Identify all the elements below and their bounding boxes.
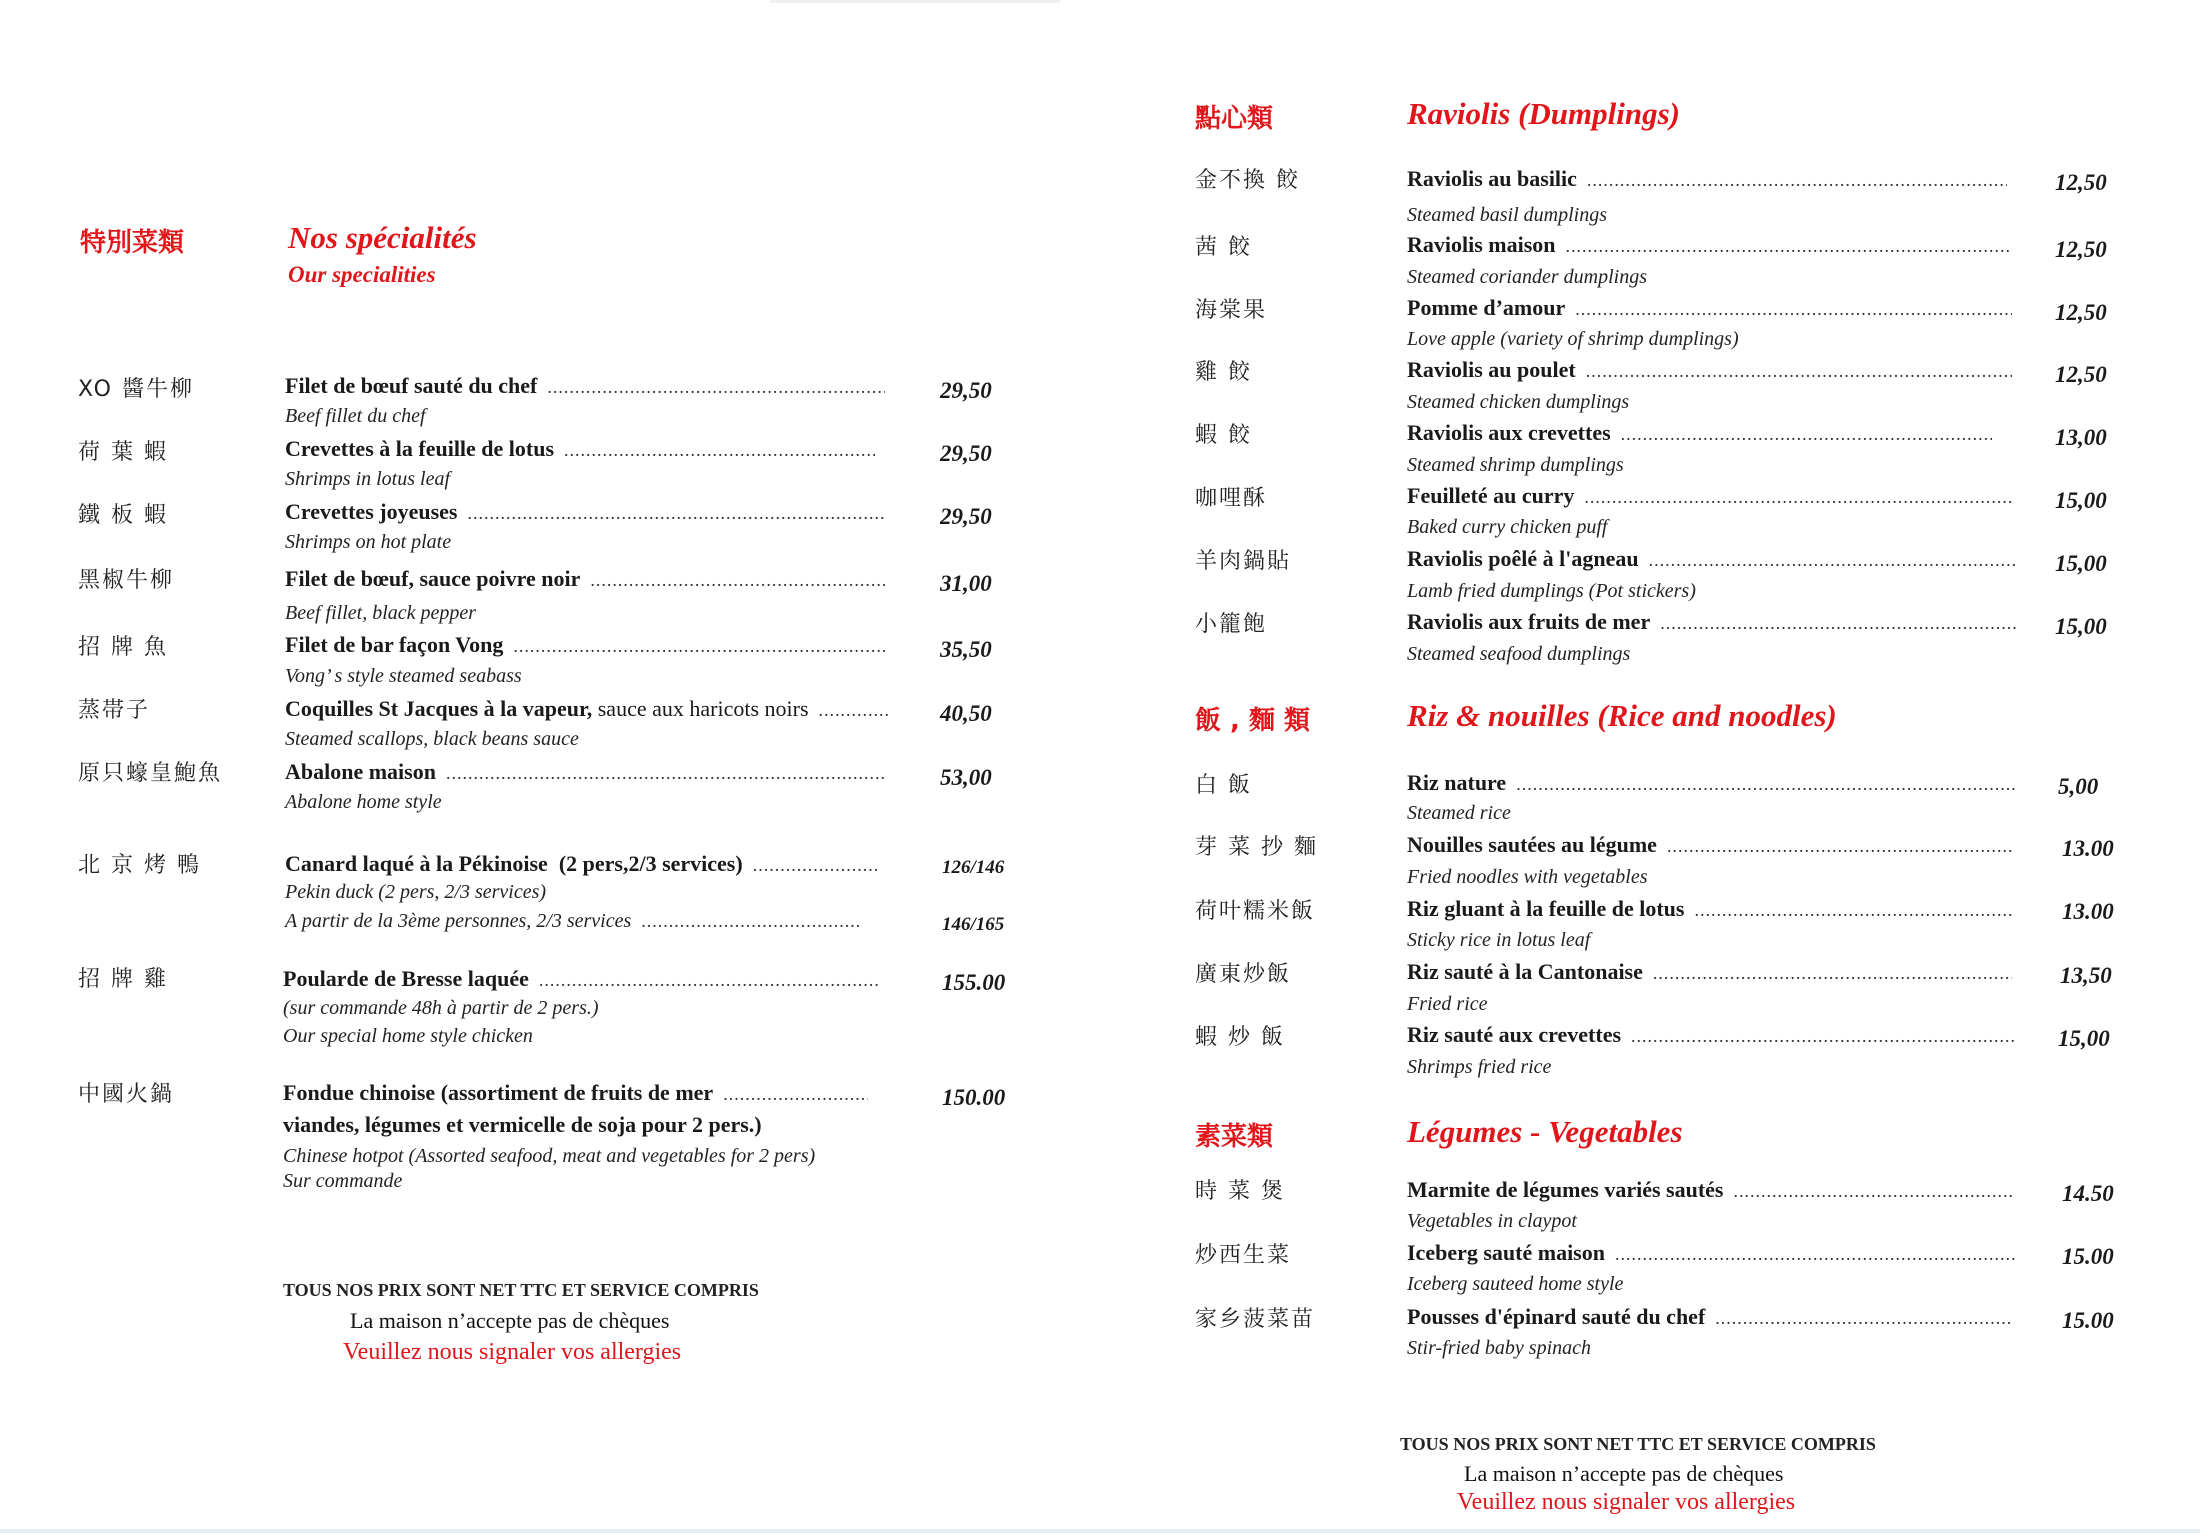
- dish-name: Canard laqué à la Pékinoise (2 pers,2/3 services) .....: [285, 851, 880, 877]
- dish-price: 5,00: [2058, 774, 2099, 799]
- dish-desc: Love apple (variety of shrimp dumplings): [1407, 328, 1739, 350]
- dish-desc: Beef fillet, black pepper: [285, 602, 477, 624]
- section-subtitle: Our specialities: [288, 262, 436, 287]
- footer-allergies-note: Veuillez nous signaler vos allergies: [1457, 1489, 1796, 1515]
- dish-cn-name: 鐵 板 蝦: [78, 503, 168, 528]
- dish-price: 13,00: [2055, 425, 2107, 450]
- dish-name: Filet de bœuf sauté du chef .....: [285, 373, 885, 399]
- dish-name: Marmite de légumes variés sautés .....: [1407, 1177, 2012, 1203]
- dish-desc: Steamed shrimp dumplings: [1407, 454, 1624, 476]
- dish-desc: Beef fillet du chef: [285, 405, 426, 427]
- dish-desc: Baked curry chicken puff: [1407, 516, 1608, 538]
- dish-name-second: viandes, légumes et vermicelle de soja pour 2 pers.): [283, 1112, 762, 1137]
- dish-price: 126/146: [942, 857, 1005, 878]
- dish-price: 15,00: [2058, 1026, 2110, 1051]
- dish-cn-name: 荷 葉 蝦: [78, 440, 168, 465]
- dish-price: 15,00: [2055, 614, 2107, 639]
- dish-price: 12,50: [2055, 170, 2107, 195]
- dish-name: Filet de bar façon Vong .....: [285, 632, 885, 658]
- dish-name: Abalone maison .....: [285, 759, 885, 785]
- dish-cn-name: 招 牌 雞: [78, 967, 168, 992]
- dish-cn-name: 原只蠔皇鮑魚: [78, 761, 223, 786]
- dish-cn-name: 海棠果: [1195, 298, 1268, 323]
- dish-price: 13,50: [2060, 963, 2112, 988]
- dish-price: 35,50: [940, 637, 992, 662]
- dish-cn-name: 羊肉鍋貼: [1195, 549, 1292, 574]
- dish-price: 29,50: [940, 378, 992, 403]
- dish-cn-name: 北 京 烤 鴨: [78, 853, 201, 878]
- dish-name: Nouilles sautées au légume .....: [1407, 832, 2012, 858]
- dish-desc-second: Our special home style chicken: [283, 1025, 533, 1047]
- dish-price: 40,50: [940, 701, 992, 726]
- dish-cn-name: 雞 餃: [1195, 360, 1252, 385]
- dish-price: 12,50: [2055, 362, 2107, 387]
- dish-price: 31,00: [940, 571, 992, 596]
- section-title: Nos spécialités: [288, 220, 477, 255]
- dish-desc: Iceberg sauteed home style: [1407, 1273, 1624, 1295]
- dish-name: Iceberg sauté maison .....: [1407, 1240, 2017, 1266]
- dish-desc: Pekin duck (2 pers, 2/3 services): [285, 881, 547, 903]
- dish-desc: Abalone home style: [285, 791, 442, 813]
- dish-cn-name: 蒸帯子: [78, 698, 151, 723]
- section-cn-title: 特別菜類: [80, 228, 185, 258]
- dish-desc: Sticky rice in lotus leaf: [1407, 929, 1591, 951]
- dish-price-second: 146/165: [942, 914, 1005, 935]
- section-cn-title: 點心類: [1195, 104, 1274, 134]
- dish-cn-name: 荷叶糯米飯: [1195, 899, 1316, 924]
- dish-name: Riz nature .....: [1407, 770, 2017, 796]
- dish-desc: Steamed coriander dumplings: [1407, 266, 1647, 288]
- dish-desc-second: Sur commande: [283, 1170, 403, 1192]
- dish-name: Riz sauté aux crevettes .....: [1407, 1022, 2017, 1048]
- dish-price: 15,00: [2055, 488, 2107, 513]
- dish-price: 13.00: [2062, 836, 2114, 861]
- dish-cn-name: 中國火鍋: [78, 1082, 175, 1107]
- dish-cn-name: 芽 菜 抄 麵: [1195, 835, 1318, 860]
- dish-cn-name: XO 醬牛柳: [78, 377, 194, 402]
- dish-name: Raviolis au poulet .....: [1407, 357, 2012, 383]
- dish-price: 15.00: [2062, 1308, 2114, 1333]
- dish-desc: Lamb fried dumplings (Pot stickers): [1407, 580, 1696, 602]
- dish-price: 12,50: [2055, 237, 2107, 262]
- section-title: Légumes - Vegetables: [1407, 1114, 1683, 1149]
- dish-desc: Vong’ s style steamed seabass: [285, 665, 522, 687]
- dish-cn-name: 蝦 炒 飯: [1195, 1025, 1285, 1050]
- dish-name: Crevettes joyeuses .....: [285, 499, 885, 525]
- section-cn-title: 飯 , 麵 類: [1195, 706, 1311, 736]
- section-title: Riz & nouilles (Rice and noodles): [1407, 698, 1837, 733]
- dish-price: 14.50: [2062, 1181, 2114, 1206]
- dish-price: 13.00: [2062, 899, 2114, 924]
- footer-cheques-note: La maison n’accepte pas de chèques: [350, 1308, 670, 1333]
- dish-desc: Shrimps fried rice: [1407, 1056, 1552, 1078]
- bottom-edge-shade: [0, 1529, 2200, 1533]
- dish-name: Poularde de Bresse laquée .....: [283, 966, 878, 992]
- dish-cn-name: 黑椒牛柳: [78, 568, 175, 593]
- dish-cn-name: 金不換 餃: [1195, 168, 1300, 193]
- dish-cn-name: 茜 餃: [1195, 235, 1252, 260]
- dish-name: Riz sauté à la Cantonaise .....: [1407, 959, 2012, 985]
- dish-name: Pomme d’amour .....: [1407, 295, 2012, 321]
- section-cn-title: 素菜類: [1195, 1122, 1274, 1152]
- dish-cn-name: 白 飯: [1195, 773, 1252, 798]
- dish-price: 15,00: [2055, 551, 2107, 576]
- dish-price: 29,50: [940, 441, 992, 466]
- dish-name: Coquilles St Jacques à la vapeur, sauce aux haricots noirs .....: [285, 696, 890, 722]
- dish-cn-name: 家乡菠菜苗: [1195, 1307, 1316, 1332]
- dish-name: Raviolis aux fruits de mer .....: [1407, 609, 2017, 635]
- dish-name: Filet de bœuf, sauce poivre noir .....: [285, 566, 885, 592]
- dish-cn-name: 廣東炒飯: [1195, 962, 1292, 987]
- dish-desc: Steamed scallops, black beans sauce: [285, 728, 579, 750]
- section-title: Raviolis (Dumplings): [1407, 96, 1681, 131]
- menu-page-right: [1100, 0, 2200, 1533]
- dish-cn-name: 炒西生菜: [1195, 1243, 1292, 1268]
- dish-name: Pousses d'épinard sauté du chef .....: [1407, 1304, 2012, 1330]
- dish-cn-name: 小籠飽: [1195, 612, 1268, 637]
- footer-prices-note: TOUS NOS PRIX SONT NET TTC ET SERVICE COMPRIS: [1400, 1434, 1876, 1454]
- dish-desc: Shrimps on hot plate: [285, 531, 452, 553]
- dish-desc-second: A partir de la 3ème personnes, 2/3 services .....: [285, 910, 860, 933]
- dish-desc: Steamed rice: [1407, 802, 1511, 824]
- dish-desc: Chinese hotpot (Assorted seafood, meat and vegetables for 2 pers): [283, 1145, 816, 1167]
- dish-price: 150.00: [942, 1085, 1006, 1110]
- footer-allergies-note: Veuillez nous signaler vos allergies: [343, 1339, 682, 1365]
- dish-name: Raviolis maison .....: [1407, 232, 2012, 258]
- dish-name: Riz gluant à la feuille de lotus .....: [1407, 896, 2012, 922]
- dish-desc: Vegetables in claypot: [1407, 1210, 1577, 1232]
- dish-price: 29,50: [940, 504, 992, 529]
- footer-cheques-note: La maison n’accepte pas de chèques: [1464, 1461, 1784, 1486]
- dish-name: Raviolis aux crevettes .....: [1407, 420, 1992, 446]
- dish-cn-name: 咖哩酥: [1195, 486, 1268, 511]
- dish-cn-name: 招 牌 魚: [78, 635, 168, 660]
- dish-cn-name: 蝦 餃: [1195, 423, 1252, 448]
- dish-desc: Shrimps in lotus leaf: [285, 468, 451, 490]
- footer-prices-note: TOUS NOS PRIX SONT NET TTC ET SERVICE COMPRIS: [283, 1280, 759, 1300]
- dish-price: 12,50: [2055, 300, 2107, 325]
- dish-name: Feuilleté au curry .....: [1407, 483, 2012, 509]
- dish-desc: Fried noodles with vegetables: [1407, 866, 1648, 888]
- dish-price: 155.00: [942, 970, 1006, 995]
- dish-name: Fondue chinoise (assortiment de fruits de mer .....: [283, 1080, 868, 1106]
- dish-desc: Steamed chicken dumplings: [1407, 391, 1630, 413]
- dish-name: Crevettes à la feuille de lotus .....: [285, 436, 875, 462]
- dish-cn-name: 時 菜 煲: [1195, 1179, 1285, 1204]
- dish-desc: Steamed basil dumplings: [1407, 204, 1607, 226]
- dish-desc: Stir-fried baby spinach: [1407, 1337, 1592, 1359]
- dish-desc: Steamed seafood dumplings: [1407, 643, 1631, 665]
- dish-price: 15.00: [2062, 1244, 2114, 1269]
- dish-price: 53,00: [940, 765, 992, 790]
- dish-desc: Fried rice: [1407, 993, 1488, 1015]
- dish-name: Raviolis au basilic .....: [1407, 166, 2007, 192]
- dish-name: Raviolis poêlé à l'agneau .....: [1407, 546, 2017, 572]
- dish-desc: (sur commande 48h à partir de 2 pers.): [283, 997, 599, 1019]
